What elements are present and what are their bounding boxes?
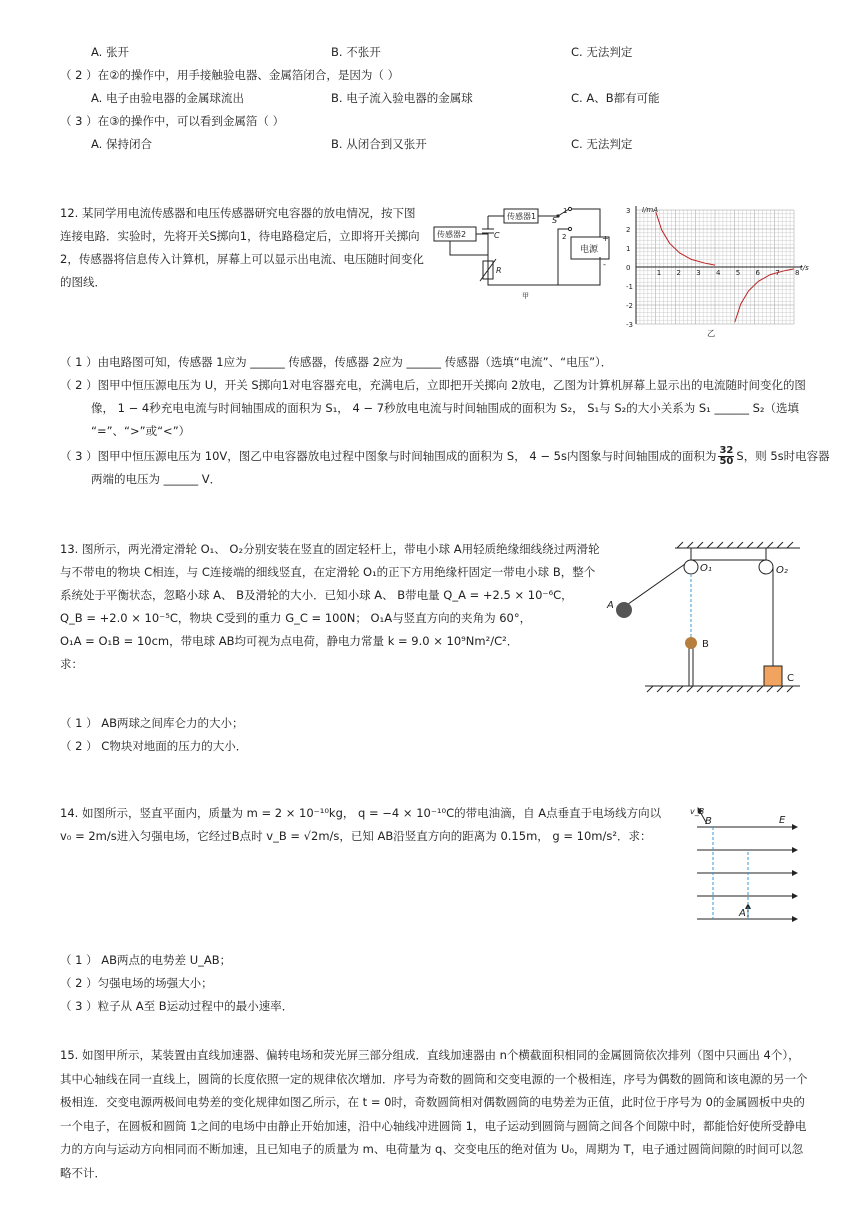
q13-sub2: （ 2 ） C物块对地面的压力的大小．	[60, 739, 248, 753]
q12-sub3-part1: （ 3 ）图甲中恒压源电压为 10V，图乙中电容器放电过程中图象与时间轴围成的面积为 S， 4 − 5s内图象与时间轴围成的面积为	[60, 448, 717, 463]
q12-sub3-line2: 两端的电压为 ______ V．	[91, 472, 222, 486]
sensor2-label: 传感器2	[437, 230, 467, 239]
label-e: E	[779, 815, 786, 826]
q11-p3-option-c: C. 无法判定	[571, 137, 633, 151]
q14-sub2: （ 2 ）匀强电场的场强大小；	[60, 976, 213, 990]
q14-sub3: （ 3 ）粒子从 A至 B运动过程中的最小速率．	[60, 999, 294, 1013]
label-c: C	[787, 673, 794, 684]
q13-line1: 13. 图所示，两光滑定滑轮 O₁、 O₂分别安装在竖直的固定轻杆上，带电小球 A用轻质绝缘细线绕过两滑轮	[60, 542, 600, 556]
fraction-32-50	[718, 446, 734, 467]
q15-text: 15. 如图甲所示，某装置由直线加速器、偏转电场和荧光屏三部分组成．直线加速器由 n个横截面积相同的金属圆筒依次排列（图中只画出 4个），其中心轴线在同一直线上，圆筒的长度依照一定的规律依次增加．序号为奇数的圆筒和交变电源的一个极相连，序号为偶数的圆筒和该电源的另一个极相连．交变电源两极间电势差的变化规律如图乙所示，在 t = 0时，奇数圆筒相对偶数圆筒的电势差为正值，此时位于序号为 0的金属圆板中央的一个电子，在圆板和圆筒 1之间的电场中由静止开始加速，沿中心轴线冲进圆筒 1，电子运动到圆筒与圆筒之间各个间隙中时，都能恰好使所受静电力的方向与运动方向相同而不断加速，且已知电子的质量为 m、电荷量为 q、交变电压的绝对值为 U₀，周期为 T，电子通过圆筒间隙的时间可以忽略不计．	[60, 1048, 808, 1180]
y-tick-label: 1	[626, 245, 631, 253]
x-axis-label: t/s	[800, 264, 809, 272]
string-to-a	[624, 564, 685, 607]
fraction-denominator: 50	[719, 456, 734, 467]
q11-p2-option-b: B. 电子流入验电器的金属球	[331, 91, 473, 105]
q12-stem: 12. 某同学用电流传感器和电压传感器研究电容器的放电情况，按下图连接电路．实验时，先将开关S掷向1，待电路稳定后，立即将开关掷向2，传感器将信息传入计算机，屏幕上可以显示出电流、电压随时间变化的图线．	[60, 206, 424, 289]
ceiling-hatch	[677, 542, 793, 548]
q11-p2-option-c: C. A、B都有可能	[571, 91, 660, 105]
q14-line2: v₀ = 2m/s进入匀强电场，它经过B点时 v_B = √2m/s，已知 AB沿竖直方向的距离为 0.15m， g = 10m/s²．求：	[60, 829, 652, 843]
x-tick-label: 2	[676, 269, 681, 277]
q13-line6: 求：	[60, 657, 83, 671]
x-tick-label: 5	[735, 269, 741, 277]
q12-sub3	[60, 446, 830, 467]
ball-b	[685, 637, 697, 649]
q13-line3: 系统处于平衡状态，忽略小球 A、 B及滑轮的大小．已知小球 A、 B带电量 Q_A = +2.5 × 10⁻⁶C，	[60, 588, 573, 602]
y-tick-label: -3	[626, 321, 633, 329]
y-tick-label: 2	[626, 226, 631, 234]
resistor-label: R	[496, 266, 502, 275]
fig-b-label: 乙	[707, 329, 716, 338]
block-c	[764, 666, 782, 686]
y-tick-label: -2	[626, 302, 633, 310]
x-tick-label: 7	[775, 269, 780, 277]
contact-2-label: 2	[562, 233, 567, 241]
fraction-numerator: 32	[719, 445, 734, 456]
power-source-label: 电源	[580, 245, 599, 255]
fig-a-label: 甲	[522, 292, 529, 300]
q12-sub2-line1: （ 2 ）图甲中恒压源电压为 U，开关 S掷向1对电容器充电，充满电后，立即把开关掷向 2放电，乙图为计算机屏幕上显示出的电流随时间变化的图	[60, 378, 806, 392]
series-line-charging	[656, 212, 715, 265]
q13-line2: 与不带电的物块 C相连，与 C连接端的细线竖直，在定滑轮 O₁的正下方用绝缘杆固定一带电小球 B，整个	[60, 565, 596, 579]
q11-p1-option-a: A. 张开	[91, 45, 129, 59]
x-tick-label: 8	[795, 269, 800, 277]
x-tick-label: 4	[716, 269, 721, 277]
q11-p2-option-a: A. 电子由验电器的金属球流出	[91, 91, 244, 105]
q12-sub3-part2: S，则 5s时电容器	[736, 448, 830, 463]
x-tick-label: 6	[755, 269, 760, 277]
q12-sub1: （ 1 ）由电路图可知，传感器 1应为 ______ 传感器，传感器 2应为 ______ 传感器（选填“电流”、“电压”）．	[60, 355, 613, 369]
label-a: A	[607, 600, 614, 611]
q11-part3-stem: （ 3 ）在③的操作中，可以看到金属箔（ ）	[60, 114, 285, 128]
switch-label: S	[552, 216, 558, 225]
q13-sub1: （ 1 ） AB两球之间库仑力的大小；	[60, 716, 244, 730]
q13-line4: Q_B = +2.0 × 10⁻⁵C，物块 C受到的重力 G_C = 100N； O₁A与竖直方向的夹角为 60°，	[60, 611, 532, 625]
q11-part2-stem: （ 2 ）在②的操作中，用手接触验电器、金属箔闭合，是因为（ ）	[60, 68, 400, 82]
q12-sub2-line3: “=”、“>”或“<”）	[91, 424, 191, 438]
q12-sub2-line2: 像， 1 − 4秒充电电流与时间轴围成的面积为 S₁， 4 − 7秒放电电流与时间轴围成的面积为 S₂， S₁与 S₂的大小关系为 S₁ ______ S₂（选填	[91, 401, 800, 415]
sensor1-label: 传感器1	[507, 212, 537, 221]
plus-terminal-label: +	[602, 234, 609, 243]
q11-p1-option-c: C. 无法判定	[571, 45, 633, 59]
x-tick-label: 1	[656, 269, 662, 277]
capacitor-label: C	[494, 231, 500, 240]
q11-p1-option-b: B. 不张开	[331, 45, 381, 59]
q14-sub1: （ 1 ） AB两点的电势差 U_AB；	[60, 953, 232, 967]
x-tick-label: 3	[696, 269, 701, 277]
q13-line5: O₁A = O₁B = 10cm，带电球 AB均可视为点电荷，静电力常量 k = 9.0 × 10⁹Nm²/C²．	[60, 634, 519, 648]
q11-p3-option-a: A. 保持闭合	[91, 137, 152, 151]
label-b: B	[705, 816, 712, 827]
q11-p3-option-b: B. 从闭合到又张开	[331, 137, 427, 151]
q12-current-time-chart	[620, 204, 810, 342]
label-b: B	[702, 639, 709, 650]
ground-hatch	[647, 686, 793, 692]
y-tick-label: 3	[626, 207, 631, 215]
ball-a	[616, 602, 632, 618]
label-o1: O₁	[700, 563, 712, 574]
label-o2: O₂	[776, 565, 788, 576]
label-a: A	[739, 908, 746, 919]
pulley-o2	[759, 560, 773, 574]
q13-pulley-diagram	[605, 538, 805, 698]
label-vb: v_B	[690, 807, 705, 816]
minus-terminal-label: -	[603, 260, 606, 269]
pulley-o1	[684, 560, 698, 574]
y-axis-label: I/mA	[642, 206, 659, 214]
q14-field-diagram	[685, 800, 805, 940]
y-tick-label: -1	[626, 283, 633, 291]
q12-circuit-diagram	[430, 205, 615, 300]
series-line-discharging	[735, 269, 794, 322]
q14-line1: 14. 如图所示，竖直平面内，质量为 m = 2 × 10⁻¹⁰kg， q = −4 × 10⁻¹⁰C的带电油滴，自 A点垂直于电场线方向以	[60, 806, 662, 820]
y-tick-label: 0	[626, 264, 631, 272]
contact-1-label: 1	[563, 207, 568, 215]
